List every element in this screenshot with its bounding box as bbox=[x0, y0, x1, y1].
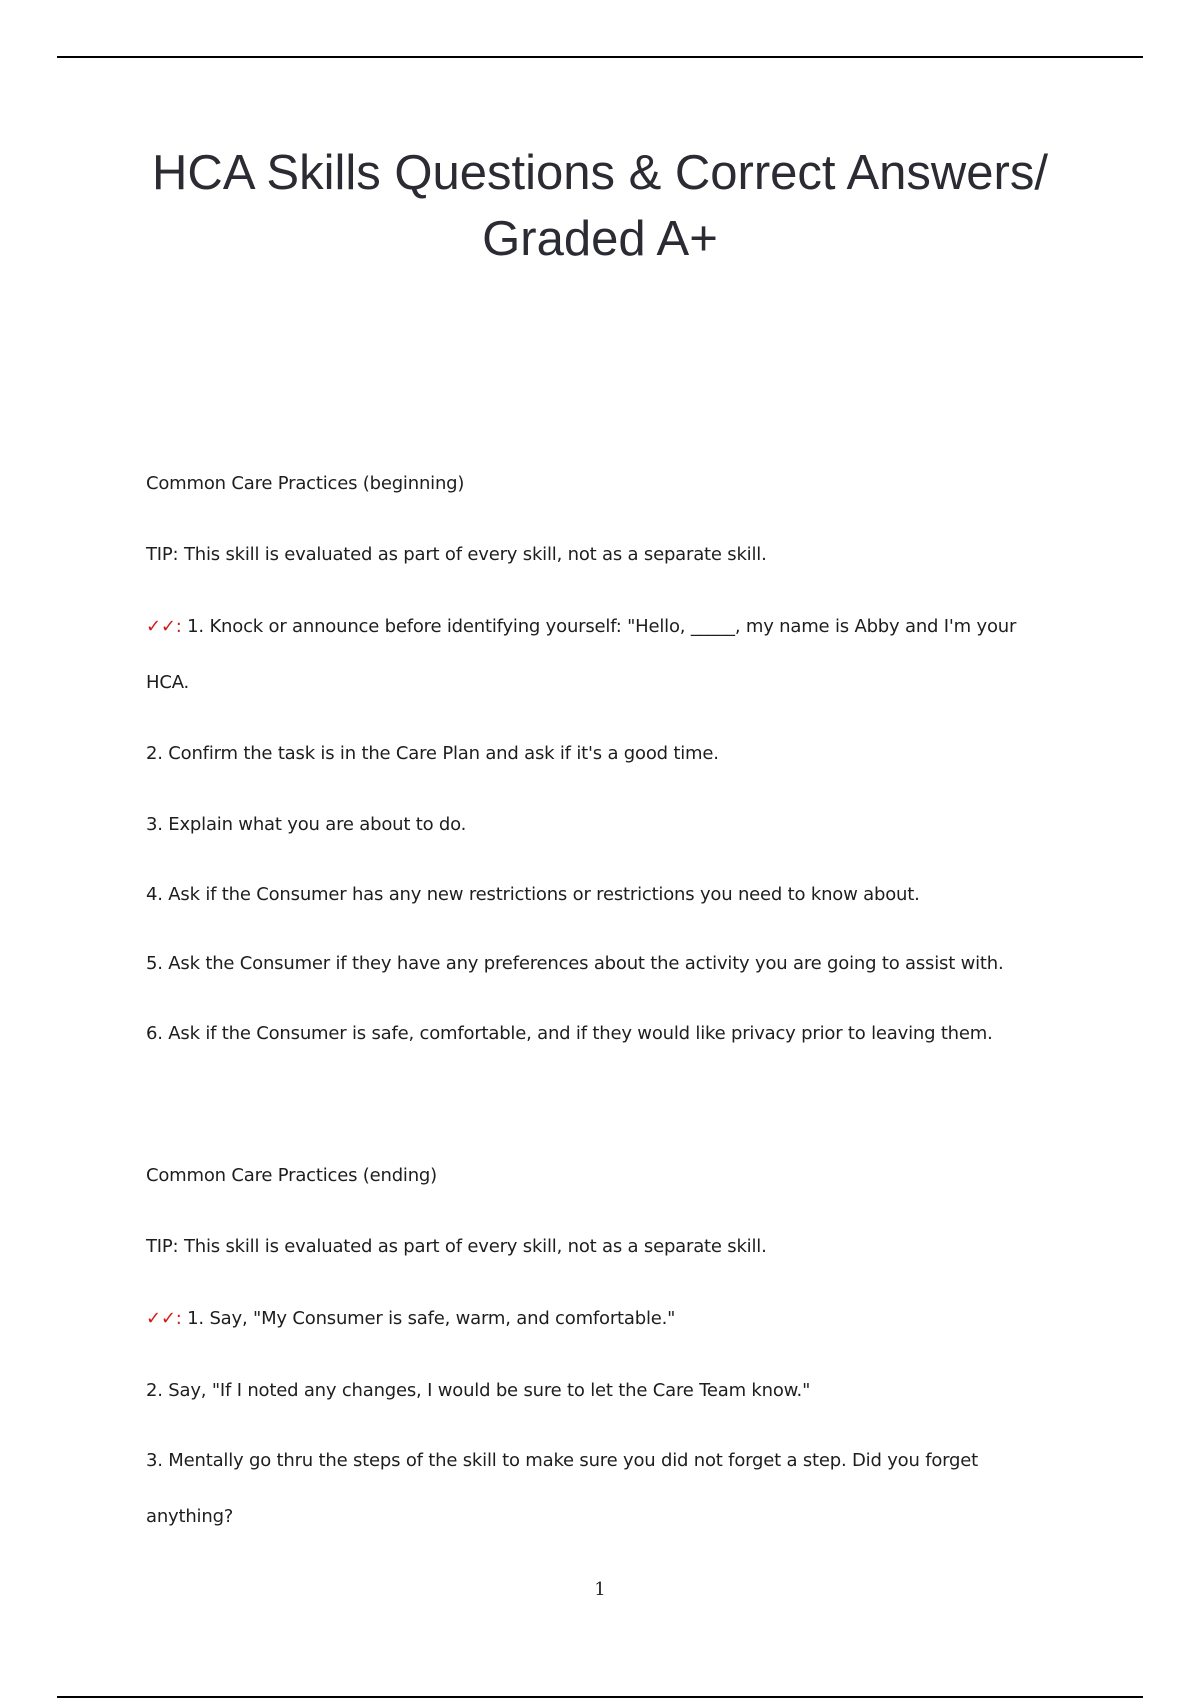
list-item: 4. Ask if the Consumer has any new restrictions or restrictions you need to know about. bbox=[146, 884, 920, 905]
list-item-continuation: HCA. bbox=[146, 672, 190, 693]
list-item: 3. Explain what you are about to do. bbox=[146, 814, 467, 835]
list-item bbox=[146, 615, 1016, 639]
footer-rule bbox=[57, 1696, 1143, 1698]
list-item: 3. Mentally go thru the steps of the skill to make sure you did not forget a step. Did you forget bbox=[146, 1450, 979, 1471]
title-line-2: Graded A+ bbox=[482, 212, 718, 266]
double-check-icon: ✓✓ bbox=[146, 616, 176, 637]
section-tip-beginning: TIP: This skill is evaluated as part of every skill, not as a separate skill. bbox=[146, 544, 767, 565]
section-tip-ending: TIP: This skill is evaluated as part of every skill, not as a separate skill. bbox=[146, 1236, 767, 1257]
list-item: 5. Ask the Consumer if they have any preferences about the activity you are going to assist with. bbox=[146, 953, 1004, 974]
double-check-icon: ✓✓ bbox=[146, 1308, 176, 1329]
list-item bbox=[146, 1307, 675, 1331]
list-item-continuation: anything? bbox=[146, 1506, 234, 1527]
list-item: 2. Confirm the task is in the Care Plan and ask if it's a good time. bbox=[146, 743, 719, 764]
document-title bbox=[100, 140, 1100, 272]
page-number: 1 bbox=[594, 1579, 606, 1600]
title-line-1: HCA Skills Questions & Correct Answers/ bbox=[152, 146, 1048, 200]
marker-colon: : bbox=[175, 616, 182, 637]
list-item: 6. Ask if the Consumer is safe, comfortable, and if they would like privacy prior to leaving them. bbox=[146, 1023, 993, 1044]
section-heading-ending: Common Care Practices (ending) bbox=[146, 1165, 437, 1186]
list-item-text: 1. Say, "My Consumer is safe, warm, and comfortable." bbox=[181, 1308, 676, 1329]
list-item-text: 1. Knock or announce before identifying yourself: "Hello, _____, my name is Abby and I'm your bbox=[181, 616, 1017, 637]
marker-colon: : bbox=[175, 1308, 182, 1329]
list-item: 2. Say, "If I noted any changes, I would be sure to let the Care Team know." bbox=[146, 1380, 811, 1401]
section-heading-beginning: Common Care Practices (beginning) bbox=[146, 473, 465, 494]
header-rule bbox=[57, 56, 1143, 58]
